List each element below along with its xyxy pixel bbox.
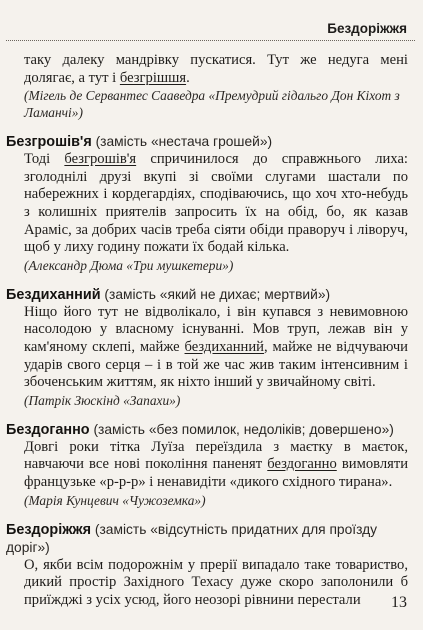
entry-example [24, 439, 408, 492]
example-text-before: Тоді [24, 151, 65, 168]
entry-gloss: (замість «нестача грошей») [91, 134, 273, 150]
entry-bezdykhannyi [6, 286, 408, 409]
opening-paragraph-block [6, 52, 408, 121]
page-content [6, 52, 408, 609]
running-head: Бездоріжжя [327, 21, 407, 36]
opening-text-before: таку далеку мандрівку пускатися. Тут же недуга мені долягає, а тут і [24, 52, 408, 86]
entry-headword: Безгрошів'я [6, 134, 92, 151]
example-text-before: О, якби всім подорожнім у прерії випадало таке товариство, дикий простір Західного Техасу дуже скоро заполонили б приїжджі з усіх усюд, його неозорі рівнини перестали [24, 556, 408, 608]
example-text-after: , майже не відчуваючи ударів свого серця – і в той же час жив таким інтенсивним і збоченським життям, як ніхто інший у звичайному світі. [24, 338, 408, 391]
entry-citation: (Патрік Зюскінд «Запахи») [24, 392, 181, 408]
example-text-after: вимовляти французьке «р-р-р» і ненавидіти «дикого східного тирана». [24, 456, 409, 490]
page-number: 13 [391, 594, 407, 611]
header-dotted-rule [6, 40, 415, 41]
entry-heading [6, 133, 408, 151]
entry-bezgroshivia [6, 133, 408, 274]
entry-example [24, 304, 408, 392]
entry-gloss: (замість «відсутність придатних для проїзду доріг») [6, 521, 378, 555]
example-keyword: безгрошів'я [64, 151, 137, 168]
entry-bezdohanno [6, 421, 408, 509]
entry-bezdorizhzhia [6, 521, 408, 610]
entry-example [24, 151, 408, 257]
example-text-before: Довгі роки тітка Луїза переїздила з маєтку в маєток, навчаючи все нові покоління паненят [24, 438, 408, 473]
opening-keyword: безгрішшя [119, 69, 187, 86]
opening-text-after: . [186, 69, 190, 86]
example-text-after: спричинилося до справжнього лиха: зголоднілі друзі вкупі зі своїми слугами шастали по набережних і кордегардіях, сподіваючись, що хоч хто-небудь з колишніх приятелів запросить їх на обід, бо, як казав Араміс, за добрих часів треба сіяти обіди праворуч і ліворуч, щоб у лиху годину пожати їх бодай кілька. [24, 151, 408, 256]
entry-gloss: (замість «який не дихає; мертвий») [100, 286, 331, 302]
entry-heading [6, 421, 408, 439]
entry-gloss: (замість «без помилок, недоліків; довершено») [89, 421, 394, 437]
example-keyword: бездоганно [267, 456, 337, 473]
entry-heading [6, 521, 408, 557]
example-keyword: бездиханний [184, 338, 264, 355]
example-text-before: Ніщо його тут не відволікало, і він купався з невимовною насолодою у власному існуванні. Мов труп, лежав він у кам'яному склепі, майже [24, 303, 408, 355]
opening-citation: (Мігель де Сервантес Сааведра «Премудрий гідальго Дон Кіхот з Ламанчі») [24, 88, 400, 121]
entry-headword: Бездиханний [6, 286, 101, 303]
entry-citation: (Марія Кунцевич «Чужоземка») [24, 492, 206, 508]
entry-example [24, 557, 408, 610]
entry-citation: (Александр Дюма «Три мушкетери») [24, 257, 234, 273]
entry-headword: Бездоріжжя [6, 521, 92, 538]
entry-headword: Бездоганно [6, 421, 90, 438]
entry-heading [6, 286, 408, 304]
opening-paragraph [24, 52, 408, 87]
